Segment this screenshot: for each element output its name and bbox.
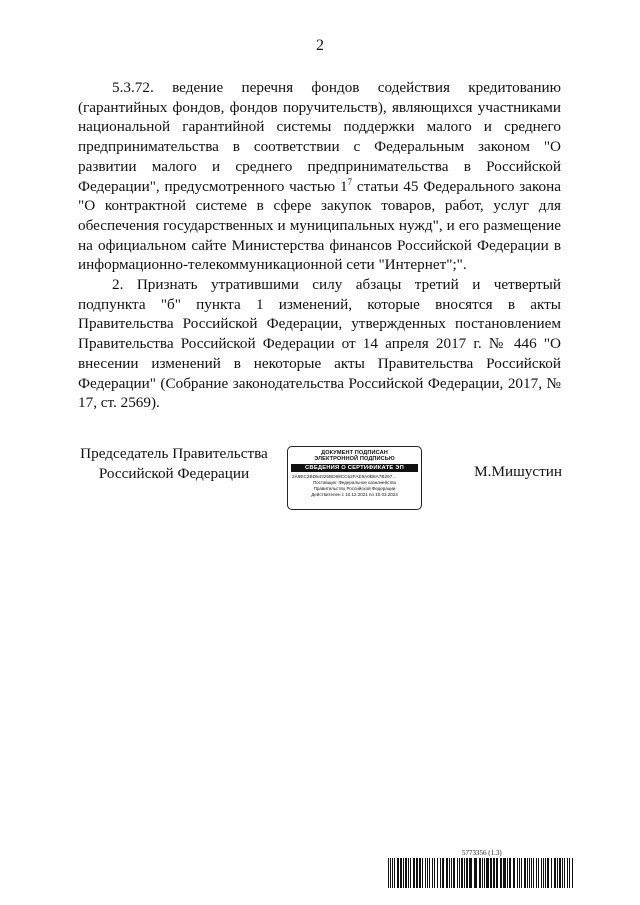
barcode-bar bbox=[554, 858, 556, 888]
barcode-bar bbox=[545, 858, 546, 888]
document-body bbox=[78, 78, 561, 413]
barcode-bar bbox=[543, 858, 544, 888]
barcode-bar bbox=[388, 858, 389, 888]
document-id: 5773356 (1.3) bbox=[462, 849, 502, 857]
barcode-bar bbox=[567, 858, 568, 888]
barcode-bar bbox=[521, 858, 522, 888]
barcode-bar bbox=[524, 858, 526, 888]
electronic-signature-stamp bbox=[287, 446, 422, 510]
barcode-bar bbox=[453, 858, 455, 888]
stamp-certificate-bar: СВЕДЕНИЯ О СЕРТИФИКАТЕ ЭП bbox=[291, 464, 418, 472]
barcode-bar bbox=[429, 858, 430, 888]
stamp-serial: 2A9EC2BD54325BD88CC62FAE9A0B8A7B297... bbox=[292, 473, 397, 479]
barcode-bar bbox=[503, 858, 506, 888]
barcode-bar bbox=[403, 858, 404, 888]
barcode-bar bbox=[400, 858, 402, 888]
barcode-bar bbox=[464, 858, 465, 888]
barcode-bar bbox=[422, 858, 423, 888]
barcode-bar bbox=[509, 858, 511, 888]
barcode-bar bbox=[538, 858, 539, 888]
barcode-bar bbox=[394, 858, 395, 888]
signatory-title bbox=[76, 444, 272, 483]
barcode-bar bbox=[451, 858, 452, 888]
barcode-bar bbox=[390, 858, 391, 888]
stamp-owner: Правительство Российской Федерации bbox=[313, 485, 396, 491]
signatory-title-line: Российской Федерации bbox=[98, 464, 250, 482]
stamp-validity: Действителен с 10.12.2021 по 10.03.2023 bbox=[311, 491, 398, 497]
barcode-bar bbox=[547, 858, 549, 888]
barcode-bar bbox=[513, 858, 515, 888]
signatory-name: М.Мишустин bbox=[474, 463, 562, 480]
barcode-bar bbox=[527, 858, 528, 888]
barcode-bar bbox=[449, 858, 450, 888]
barcode bbox=[388, 858, 574, 888]
barcode-bar bbox=[496, 858, 498, 888]
barcode-bar bbox=[413, 858, 415, 888]
barcode-bar bbox=[405, 858, 407, 888]
barcode-bar bbox=[569, 858, 570, 888]
stamp-header-line: ЭЛЕКТРОННОЙ ПОДПИСЬЮ bbox=[314, 456, 395, 463]
barcode-bar bbox=[442, 858, 444, 888]
paragraph-2: 2. Признать утратившими силу абзацы третий и четвертый подпункта "б" пункта 1 изменений, которые вносятся в акты Правительства Российской Федерации, утвержденных постановлением Правительства Российской Федерации от 14 апреля 2017 г. № 446 "О внесении изменений в некоторые акты Правительства Российской Федерации" (Собрание законодательства Российской Федерации, 2017, № 17, ст. 2569). bbox=[78, 276, 561, 412]
barcode-bar bbox=[559, 858, 561, 888]
superscript: 7 bbox=[347, 176, 353, 187]
barcode-bar bbox=[440, 858, 441, 888]
barcode-bar bbox=[434, 858, 435, 888]
barcode-bar bbox=[392, 858, 393, 888]
barcode-bar bbox=[531, 858, 532, 888]
barcode-bar bbox=[564, 858, 565, 888]
barcode-bar bbox=[459, 858, 460, 888]
barcode-bar bbox=[416, 858, 418, 888]
barcode-bar bbox=[446, 858, 448, 888]
barcode-bar bbox=[533, 858, 534, 888]
barcode-bar bbox=[541, 858, 542, 888]
barcode-bar bbox=[500, 858, 502, 888]
barcode-bar bbox=[479, 858, 481, 888]
barcode-bar bbox=[427, 858, 428, 888]
barcode-bar bbox=[419, 858, 421, 888]
barcode-bar bbox=[536, 858, 537, 888]
barcode-bar bbox=[461, 858, 463, 888]
barcode-bar bbox=[482, 858, 483, 888]
barcode-bar bbox=[484, 858, 485, 888]
paragraph-5-3-72 bbox=[78, 78, 561, 275]
paragraph-text: 5.3.72. ведение перечня фондов содействия кредитованию (гарантийных фондов, фондов поручительств), являющихся участниками национальной гарантийной системы поддержки малого и среднего предпринимательства в соответствии с Федеральным законом "О развитии малого и среднего предпринимательства в Российской Федерации", предусмотренного частью 1 bbox=[78, 79, 561, 195]
barcode-bar bbox=[457, 858, 458, 888]
barcode-bar bbox=[519, 858, 520, 888]
paragraph-text: статьи 45 Федерального закона "О контрактной системе в сфере закупок товаров, работ, услуг для обеспечения государственных и муниципальных нужд", и его размещение на официальном сайте Министерства финансов Российской Федерации в информационно-телекоммуникационной сети "Интернет";". bbox=[78, 177, 562, 274]
barcode-bar bbox=[408, 858, 409, 888]
signatory-title-line: Председатель Правительства bbox=[80, 445, 268, 462]
stamp-header bbox=[288, 450, 421, 463]
barcode-bar bbox=[562, 858, 563, 888]
barcode-bar bbox=[551, 858, 552, 888]
barcode-bar bbox=[474, 858, 477, 888]
barcode-bar bbox=[425, 858, 426, 888]
barcode-bar bbox=[493, 858, 495, 888]
barcode-bar bbox=[432, 858, 433, 888]
barcode-bar bbox=[507, 858, 508, 888]
stamp-issuer: Поставщик: Федеральное казначейство bbox=[312, 480, 397, 486]
barcode-bar bbox=[557, 858, 558, 888]
barcode-bar bbox=[466, 858, 468, 888]
barcode-bar bbox=[572, 858, 573, 888]
barcode-bar bbox=[486, 858, 489, 888]
barcode-bar bbox=[490, 858, 492, 888]
barcode-bar bbox=[437, 858, 438, 888]
barcode-bar bbox=[397, 858, 399, 888]
barcode-bar bbox=[529, 858, 530, 888]
barcode-bar bbox=[410, 858, 411, 888]
page-number: 2 bbox=[316, 37, 324, 54]
barcode-bar bbox=[469, 858, 472, 888]
stamp-header-line: ДОКУМЕНТ ПОДПИСАН bbox=[321, 450, 388, 456]
barcode-bar bbox=[517, 858, 518, 888]
